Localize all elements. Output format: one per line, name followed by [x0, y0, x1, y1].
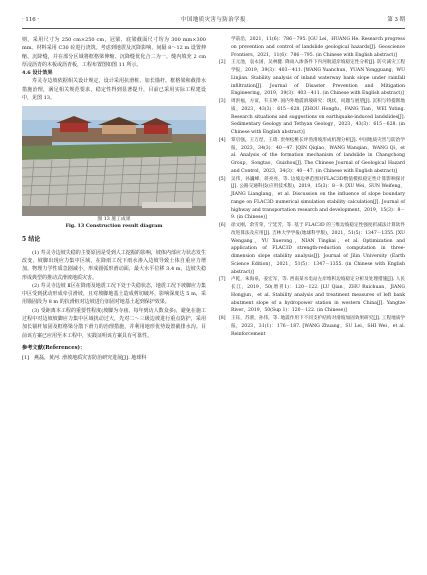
- paragraph-intro: 则，采用尺寸为 250 cm×250 cm，冠梁、底梁截面尺寸均为 300 mm×300 mm。材料采用 C30 砼进行浇筑。考虑到地震及沉降影响，间隔 8～12 m 设置伸缩、沉降缝，并在部分区域将框格梁伸缩、沉降缝优化合二为一，缝内填充 2 cm 厚浸沥青的木板或沥青板，工程布置图如图 11 所示。: [22, 37, 206, 68]
- reference-number: [5]: [219, 176, 226, 182]
- subsection-heading: 4.6 设计效果: [22, 70, 53, 77]
- reference-text: 燕磊，黄河. 滑坡地质灾害防治研究进展[J]. 地球科: [34, 355, 147, 362]
- conclusion-item: (3) 受距离本工程的重要性程度(坡脚为寺庙，每年到访人数众多)，避免在施工过程中对边坡坡脚应力集中区域扰动过大，先对二～三级边坡进行重点防护，采用加长锚杆加固及框格梁分散下滑力的治理措施，并利用地形优势设置截排水沟。目前该方案已应用至本工程中，实践证明该方案具有可靠性。: [22, 307, 206, 339]
- section-heading-conclusions: 5 结论: [22, 236, 41, 244]
- figure-caption-en: Fig. 13 Construction result diagram: [65, 223, 163, 230]
- conclusion-item: (2) 寿灵寺边坡 Ⅱ区在降雨及地震工况下处于失稳状态，地震工况下坡脚应力集中区受到扰动形成牵引滑坡，且对坡脚地基土造成剪切破坏，影响深度达 5 m，采用锚固段为 8 m 的抗滑桩对边坡进行加固对地基土起到保护效果。: [22, 282, 206, 306]
- reference-number: [4]: [219, 137, 226, 143]
- references-heading: 参考文献(References)：: [22, 344, 86, 351]
- reference-text: 王元池，袁永国，吴林健. 降雨入渗条件下内河航道岸坡稳定性分析[J]. 防灾减灾工程学报，2019，39(3)：403－411. [WANG Yuanchun，YUAN Yongguang，WU Linjian. Stability analysis of inland waterway bank slope under rainfall infiltration[J]. Journal of Disaster Prevention and Mitigation Engineering，2019，39(3)：403－411. (in Chinese with English abstract)]: [231, 60, 405, 97]
- reference-text: 覃启强，王万涅，王琦. 贵州松桃长坪湾滑坡形成机理分析[J]. 中国地质灾害与防治学报，2023，34(3)：40－47. [QIN Qiqiao，WANG Wanqian，WANG Qi，et al. Analysis of the formation mechanism of landslide in Changchong Group，Songtao，Guizhou[J]. The Chinese Journal of Geological Hazard and Control，2023，34(3)：40－47. (in Chinese with English abstract)]: [231, 137, 405, 174]
- reference-item: [219, 176, 405, 223]
- reference-number: [7]: [219, 277, 226, 283]
- reference-item: [219, 315, 405, 338]
- reference-text: 吴伟，孙巍峰，蒋亮亮，等. 边坡边界范围对FLAC3D数值模拟稳定性计算影响探讨[J]. 公路交通科技(应用技术版)，2019，15(3)：8－9. [XU Wei，SUN Weifeng，JIANG Lianglang，et al. Discussion on the influence of slope boundary range on FLAC3D numerical simulation stability calculation[J]. Journal of highway and transportation research and development，2019，15(3)：8－9. (in Chinese)]: [231, 176, 405, 221]
- right-column: [219, 36, 405, 338]
- reference-number: [6]: [219, 223, 226, 228]
- reference-number: [3]: [219, 99, 226, 104]
- reference-text: 学前沿，2021，11(6)：786－795. [GU Lei，HUANG He. Research progress on prevention and control of landslide geological hazards[J]. Geoscience Frontiers，2021，11(6)：786－795. (in Chinese with English abstract)]: [231, 37, 405, 58]
- reference-item: [22, 354, 206, 362]
- reference-text: 周洪福，方谊，韦玉婷. 国内外地震滑坡研究：现状、问题与展望[J]. 沉积与特提斯地质，2023，43(3)：615－628. [ZHOU Hongfu，FANG Tian，WEI Yuting. Research situations and suggestions on earthquake-induced landslides[J]. Sedimentary Geology and Tethyan Geology，2023，43(3)：615－628. (in Chinese with English abstract)]: [231, 99, 405, 135]
- figure-caption-zh: 图 13 施工成果: [97, 217, 131, 223]
- reference-item: [219, 36, 405, 59]
- reference-number: [8]: [219, 316, 226, 321]
- conclusion-item: (1) 寿灵寺边坡失稳的主要原因是受到人工挖掘的影响，坡体内部应力状态发生改变，坡脚出现应力集中区域，在降雨工况下雨水渗入边坡导致土体自重应力增加，物理力学性质急剧减小，形成圆弧形滑动面，最大水平位移 3.4 m，边坡失稳形成典型的推动式滑坡地质灾害。: [22, 249, 206, 281]
- journal-title: 中国地质灾害与防治学报: [181, 17, 246, 23]
- reference-item: [219, 137, 405, 176]
- reference-text: 卢乾，朱海泉，姜宏军，等. 西南某水电站左岸堆积边坡稳定分析及处理措施[J]. 人民长江，2019，50(增刊1)：120－122. [LU Qian，ZHU Ruichuan，JIANG Hongjun，et al. Stability analysis and treatment measures of left bank abutment slope of a hydropower station in western China[J]. Yangtze River，2019，50(Sup 1)：120－122. (in Chinese)]: [231, 277, 405, 314]
- reference-text: 王钰，苏蕾，孙伟，等. 地震作用下不同支护结构对滑坡加固效果研究[J]. 工程地质学报，2023，31(1)：176－187. [WANG Zhuang，SU Lei，SHI Wei，et al. Reinforcement: [231, 316, 405, 337]
- reference-text: 徐文刚，余雪荣，宁廷芳，等. 基于 FLAC3D 的三维边坡稳定性强度折减法计算软件改进算法及应用[J]. 吉林大学学报(地球科学版)，2021，51(5)：1347－1355. [XU Wengang，YU Xuerong，NIAN Tingkai，et al. Optimization and application of FLAC3D strength-reduction computation in three-dimension slope stability analysis[J]. Journal of Jilin University (Earth Science Edition)，2021，51(5)：1347－1355. (in Chinese with English abstract)]: [231, 223, 405, 275]
- figure-13: [22, 106, 206, 230]
- reference-item: [219, 98, 405, 137]
- reference-item: [219, 59, 405, 98]
- paragraph-design: 寿灵寺边坡依据相关设计规定，设计采用抗滑桩、加长锚杆、框格梁和截排水措施治理，满足相关规范要求，稳定性得到显著提升，目前已采用实际工程建设中，见图 13。: [22, 78, 206, 102]
- reference-item: [219, 222, 405, 276]
- reference-number: [1]: [22, 355, 30, 362]
- reference-number: [2]: [219, 60, 226, 66]
- page-header: [22, 14, 405, 29]
- reference-item: [219, 276, 405, 315]
- left-column: [22, 36, 206, 363]
- page-number: · 116 ·: [22, 17, 40, 23]
- issue-number: 第 3 期: [387, 17, 405, 23]
- construction-photo: [22, 106, 206, 216]
- reference-number: [219, 36, 231, 59]
